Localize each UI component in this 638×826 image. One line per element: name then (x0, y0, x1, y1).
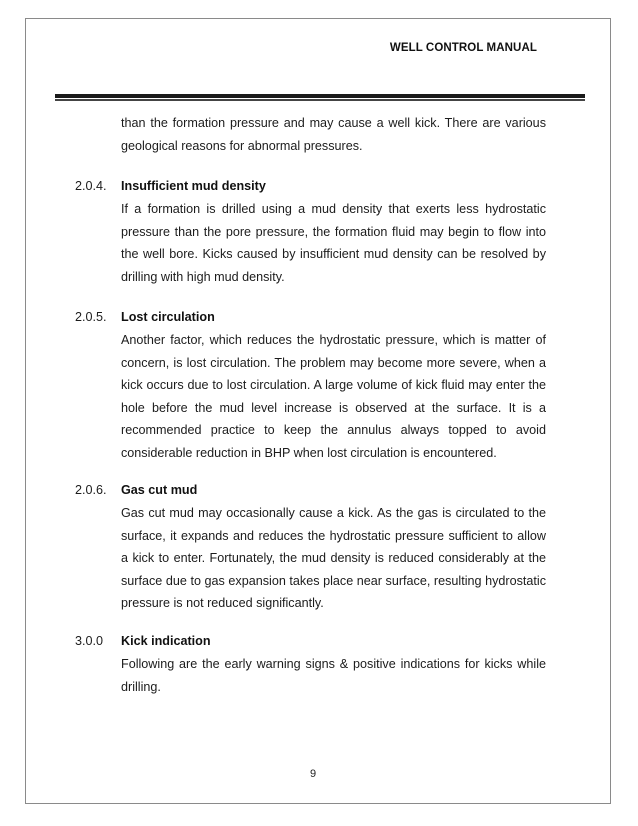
section-paragraph: If a formation is drilled using a mud density that exerts less hydrostatic pressure than the pore pressure, the formation fluid may begin to flow into the well bore. Kicks caused by insufficient mud density can be resolved by drilling with high mud density. (121, 202, 546, 284)
section-heading: Lost circulation (121, 310, 215, 324)
header-rule (55, 94, 585, 98)
section-paragraph: Following are the early warning signs & positive indications for kicks while drilling. (121, 657, 546, 694)
section-heading: Insufficient mud density (121, 179, 266, 193)
section-number: 3.0.0 (75, 634, 104, 648)
section-number: 2.0.5. (75, 310, 107, 324)
section-heading: Gas cut mud (121, 483, 198, 497)
section-heading: Kick indication (121, 634, 211, 648)
section-number: 2.0.4. (75, 179, 107, 193)
page-number: 9 (309, 768, 317, 780)
section-paragraph: Another factor, which reduces the hydrostatic pressure, which is matter of concern, is lost circulation. The problem may become more severe, when a kick occurs due to lost circulation. A large volume of kick fluid may enter the hole before the mud level increase is observed at the surface. It is a recommended practice to keep the annulus always topped to avoid considerable reduction in BHP when lost circulation is encountered. (121, 333, 546, 460)
header-rule-thin (55, 99, 585, 101)
section-paragraph: Gas cut mud may occasionally cause a kick. As the gas is circulated to the surface, it expands and reduces the hydrostatic pressure sufficient to allow a kick to enter. Fortunately, the mud density is reduced considerably at the surface due to gas expansion takes place near surface, resulting hydrostatic pressure is not reduced significantly. (121, 506, 546, 611)
section-number: 2.0.6. (75, 483, 107, 497)
running-header: WELL CONTROL MANUAL (389, 42, 537, 54)
intro-paragraph: than the formation pressure and may cause a well kick. There are various geological reasons for abnormal pressures. (121, 116, 546, 153)
